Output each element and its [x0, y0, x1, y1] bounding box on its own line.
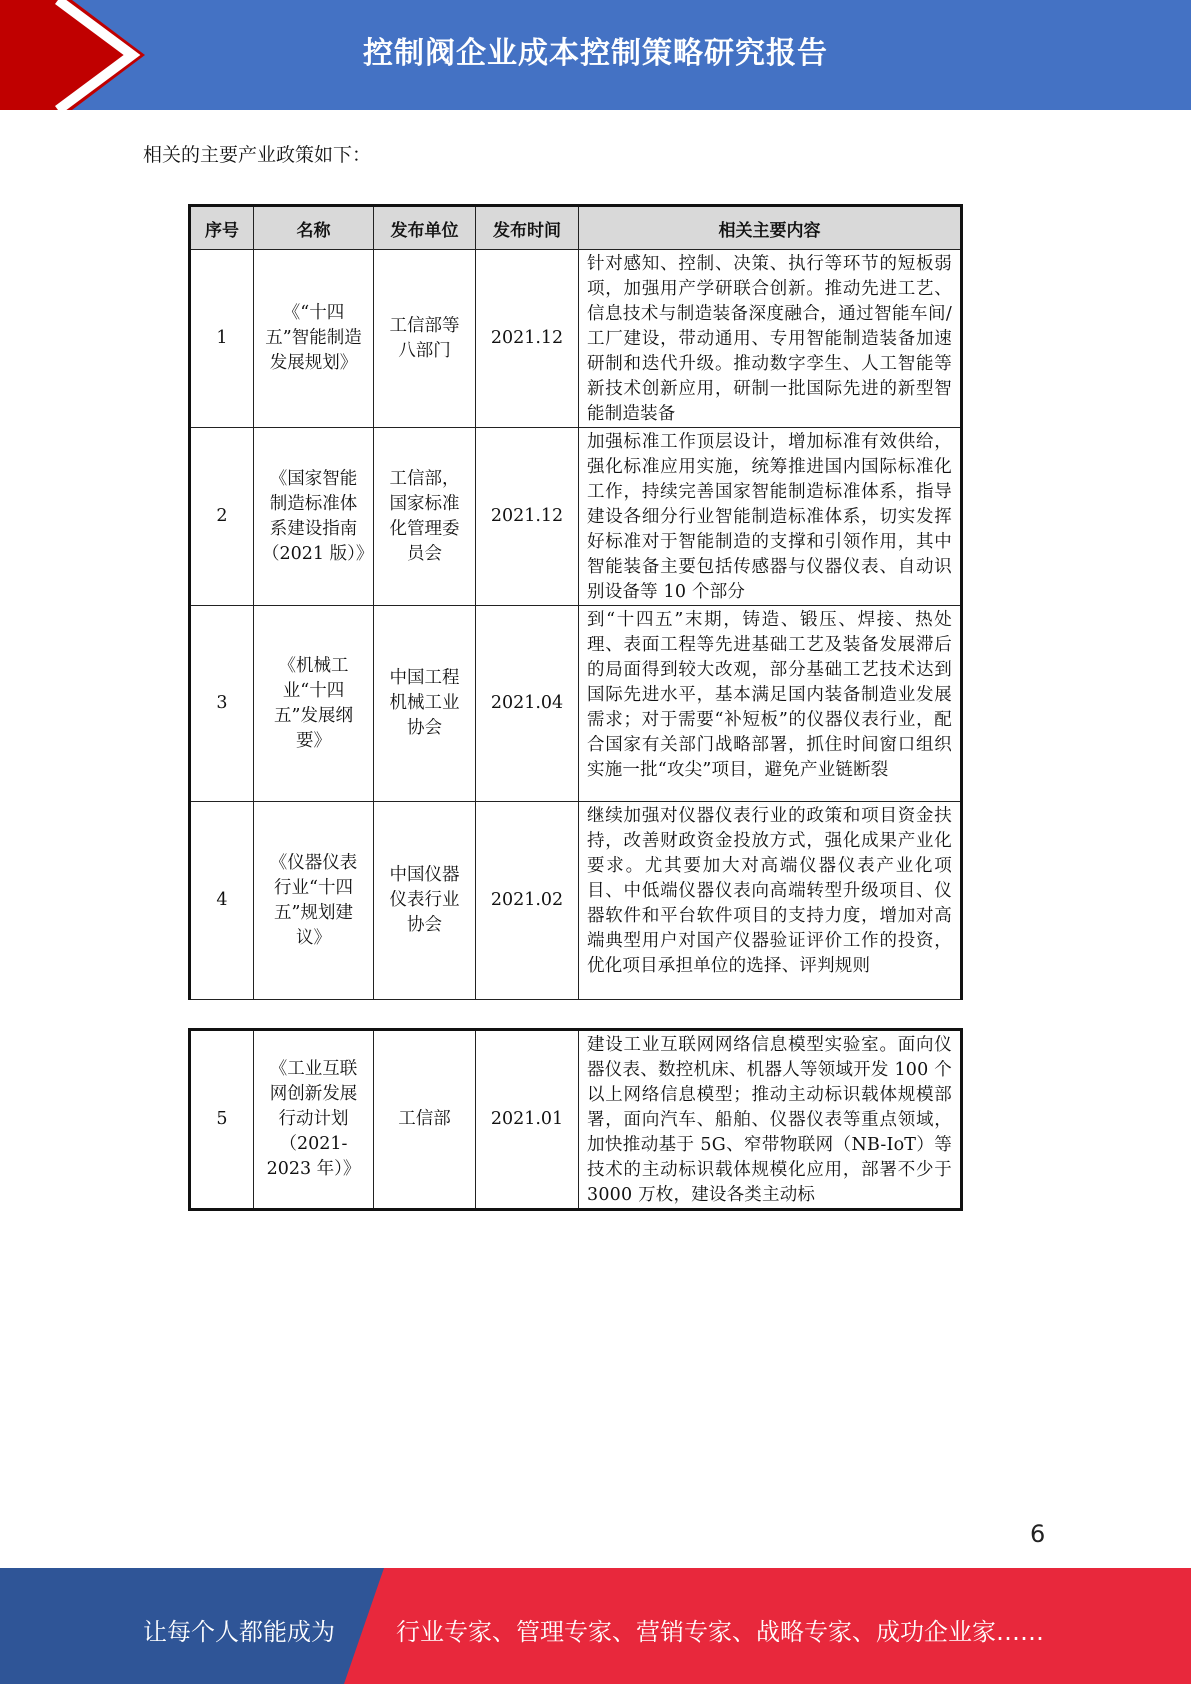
row-no: 5: [190, 1030, 254, 1210]
row-date: 2021.02: [476, 802, 579, 1000]
header-issuer: 发布单位: [374, 206, 476, 250]
intro-text: 相关的主要产业政策如下：: [143, 144, 372, 166]
page-number: 6: [1030, 1520, 1046, 1548]
table-row: [190, 1030, 962, 1210]
row-no: 1: [190, 250, 254, 428]
row-name: 《国家智能制造标准体系建设指南（2021 版）》: [254, 428, 374, 606]
row-content: 建设工业互联网网络信息模型实验室。面向仪器仪表、数控机床、机器人等领域开发 100 个以上网络信息模型；推动主动标识载体规模部署，面向汽车、船舶、仪器仪表等重点领域，加快推动基于 5G、窄带物联网（NB-IoT）等技术的主动标识载体规模化应用，部署不少于 3000 万枚，建设各类主动标: [579, 1030, 962, 1210]
table-row: [190, 606, 962, 802]
row-issuer: 工信部: [374, 1030, 476, 1210]
row-no: 2: [190, 428, 254, 606]
header-no: 序号: [190, 206, 254, 250]
policy-table: [188, 204, 963, 1000]
row-issuer: 工信部等八部门: [374, 250, 476, 428]
row-issuer: 工信部，国家标准化管理委员会: [374, 428, 476, 606]
table-row: [190, 802, 962, 1000]
footer-slogan-right: 行业专家、管理专家、营销专家、战略专家、成功企业家……: [396, 1618, 1044, 1646]
table-row: [190, 250, 962, 428]
row-issuer: 中国工程机械工业协会: [374, 606, 476, 802]
row-content: 继续加强对仪器仪表行业的政策和项目资金扶持，改善财政资金投放方式，强化成果产业化要求。尤其要加大对高端仪器仪表产业化项目、中低端仪器仪表向高端转型升级项目、仪器软件和平台软件项目的支持力度，增加对高端典型用户对国产仪器验证评价工作的投资，优化项目承担单位的选择、评判规则: [579, 802, 962, 1000]
row-date: 2021.12: [476, 250, 579, 428]
table-header-row: [190, 206, 962, 250]
row-date: 2021.12: [476, 428, 579, 606]
row-name: 《“十四五”智能制造发展规划》: [254, 250, 374, 428]
policy-table-continued: [188, 1028, 963, 1211]
row-issuer: 中国仪器仪表行业协会: [374, 802, 476, 1000]
row-content: 加强标准工作顶层设计，增加标准有效供给，强化标准应用实施，统筹推进国内国际标准化工作，持续完善国家智能制造标准体系，指导建设各细分行业智能制造标准体系，切实发挥好标准对于智能制造的支撑和引领作用，其中智能装备主要包括传感器与仪器仪表、自动识别设备等 10 个部分: [579, 428, 962, 606]
header-content: 相关主要内容: [579, 206, 962, 250]
header-name: 名称: [254, 206, 374, 250]
header-date: 发布时间: [476, 206, 579, 250]
row-name: 《工业互联网创新发展行动计划（2021-2023 年）》: [254, 1030, 374, 1210]
row-date: 2021.01: [476, 1030, 579, 1210]
table-row: [190, 428, 962, 606]
row-content: 针对感知、控制、决策、执行等环节的短板弱项，加强用产学研联合创新。推动先进工艺、信息技术与制造装备深度融合，通过智能车间/工厂建设，带动通用、专用智能制造装备加速研制和迭代升级。推动数字孪生、人工智能等新技术创新应用，研制一批国际先进的新型智能制造装备: [579, 250, 962, 428]
row-content: 到“十四五”末期，铸造、锻压、焊接、热处理、表面工程等先进基础工艺及装备发展滞后的局面得到较大改观，部分基础工艺技术达到国际先进水平，基本满足国内装备制造业发展需求；对于需要“补短板”的仪器仪表行业，配合国家有关部门战略部署，抓住时间窗口组织实施一批“攻尖”项目，避免产业链断裂: [579, 606, 962, 802]
footer-slogan-left: 让每个人都能成为: [143, 1618, 335, 1646]
row-name: 《机械工业“十四五”发展纲要》: [254, 606, 374, 802]
row-no: 4: [190, 802, 254, 1000]
row-date: 2021.04: [476, 606, 579, 802]
report-title: 控制阀企业成本控制策略研究报告: [363, 36, 828, 71]
row-no: 3: [190, 606, 254, 802]
page-header: [0, 0, 1191, 110]
row-name: 《仪器仪表行业“十四五”规划建议》: [254, 802, 374, 1000]
